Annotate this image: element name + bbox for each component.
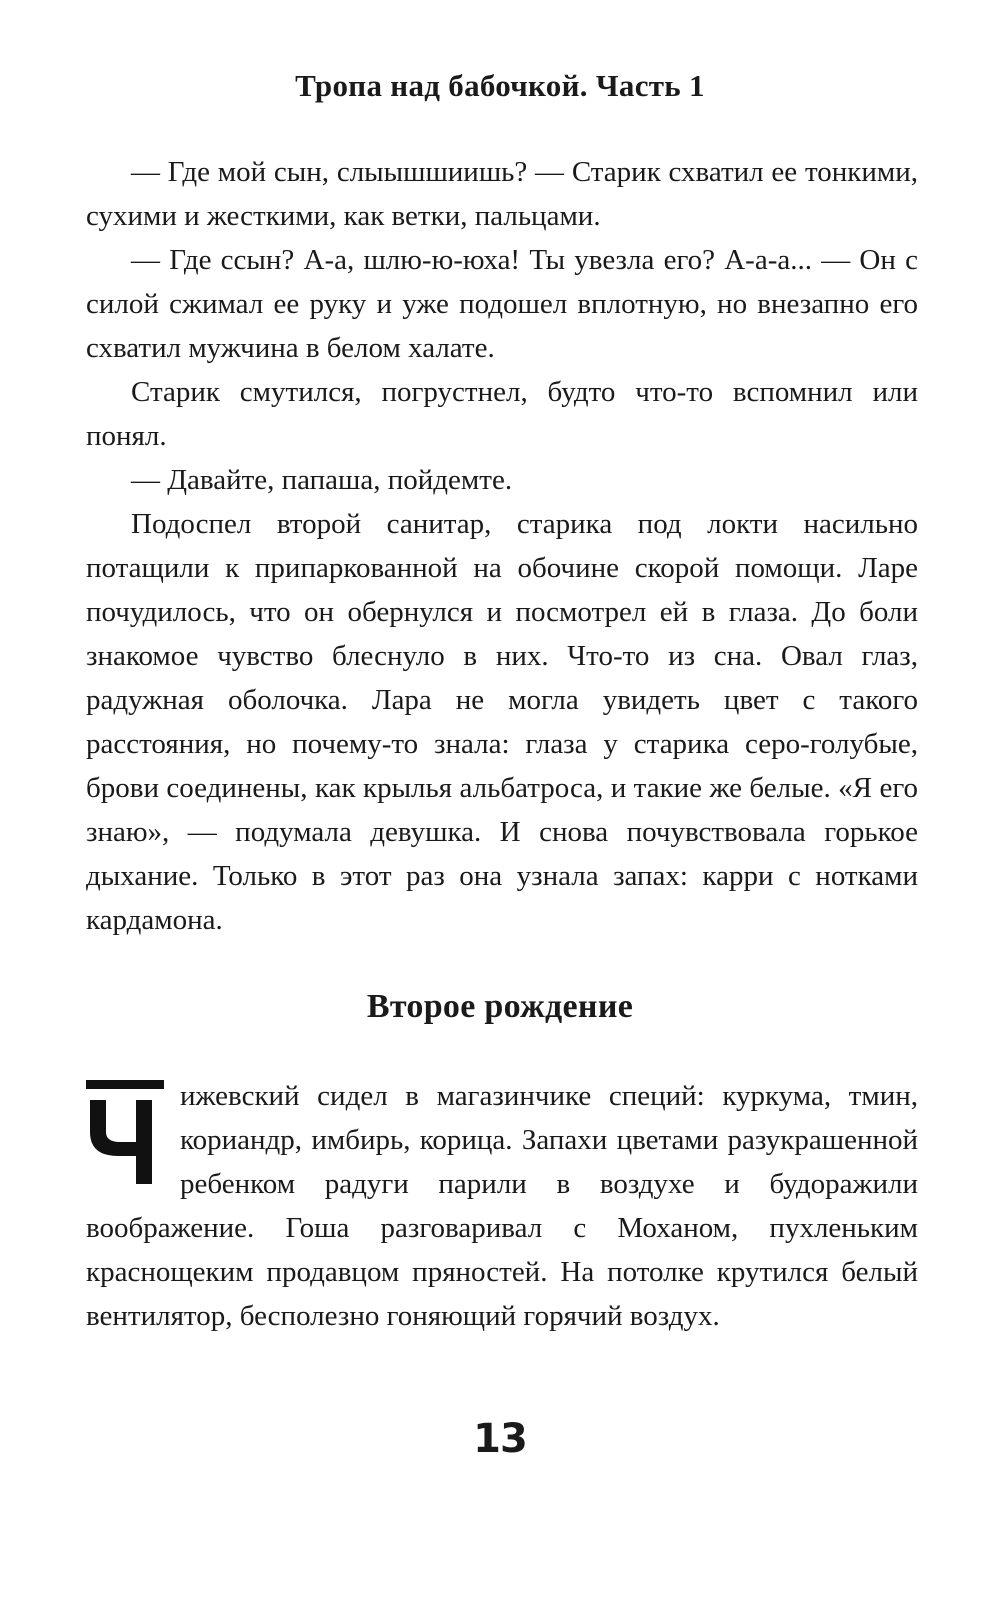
running-head: Тропа над бабочкой. Часть 1 <box>295 68 705 103</box>
paragraph: — Давайте, папаша, пойдемте. <box>131 464 513 496</box>
chapter-text <box>86 1074 918 1338</box>
dropcap-glyph <box>86 1080 164 1184</box>
paragraph: — Где ссын? А-а, шлю-ю-юха! Ты увезла его? А-а-а... — Он с силой сжимал ее руку и уже подошел вплотную, но внезапно его схватил мужчина в белом халате. <box>86 244 918 364</box>
paragraph: Старик смутился, погрустнел, будто что-то вспомнил или понял. <box>86 376 918 452</box>
paragraph: Подоспел второй санитар, старика под локти насильно потащили к припаркованной на обочине скорой помощи. Ларе почудилось, что он обернулся и посмотрел ей в глаза. До боли знакомое чувство блеснуло в них. Что-то из сна. Овал глаз, радужная оболочка. Лара не могла увидеть цвет с такого расстояния, но почему-то знала: глаза у старика серо-голубые, брови соединены, как крылья альбатроса, и такие же белые. «Я его знаю», — подумала девушка. И снова почувствовала горькое дыхание. Только в этот раз она узнала запах: карри с нотками кардамона. <box>86 508 918 936</box>
first-paragraph: ижевский сидел в магазинчике специй: куркума, тмин, кориандр, имбирь, корица. Запахи цветами разукрашенной ребенком радуги парили в воздухе и будоражили воображение. Гоша разговаривал с Моханом, пухленьким краснощеким продавцом пряностей. На потолке крутился белый вентилятор, бесполезно гоняющий горячий воздух. <box>86 1080 918 1332</box>
dropcap <box>86 1080 164 1184</box>
page-number: 13 <box>473 1416 527 1462</box>
section-1-text <box>86 150 918 942</box>
paragraph: — Где мой сын, слыышшиишь? — Старик схватил ее тонкими, сухими и жесткими, как ветки, пальцами. <box>86 156 918 232</box>
chapter-title: Второе рождение <box>366 988 634 1025</box>
